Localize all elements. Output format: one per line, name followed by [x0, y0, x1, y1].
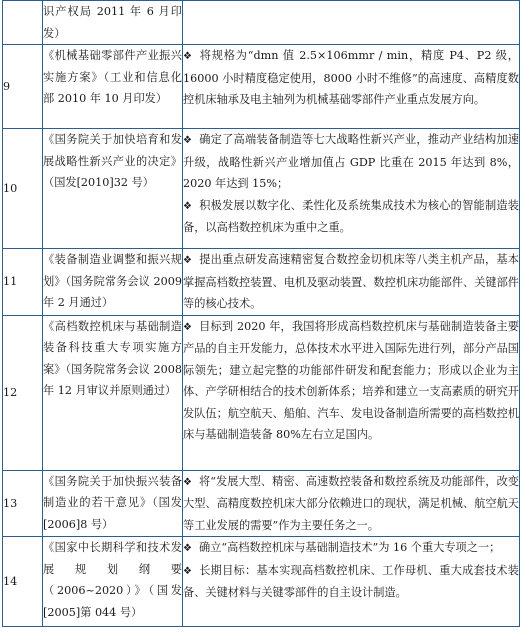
table-row — [3, 129, 520, 249]
bullet-icon: ❖ — [183, 543, 192, 554]
document-title: 《高档数控机床与基础制造装备科技重大专项实施方案》（国务院常务会议 2008 年 12 月审议并原则通过） — [43, 315, 183, 470]
policy-content — [183, 537, 520, 627]
policy-content — [183, 249, 520, 316]
row-number: 13 — [3, 470, 43, 537]
row-number: 10 — [3, 129, 43, 249]
policy-content — [183, 1, 520, 45]
document-title: 《机械基础零部件产业振兴实施方案》（工业和信息化部 2010 年 10 月印发） — [43, 45, 183, 129]
bullet-item — [183, 316, 519, 446]
table-row — [3, 249, 520, 316]
table-row — [3, 470, 520, 537]
bullet-item — [183, 249, 519, 315]
bullet-text: 目标到 2020 年，我国将形成高档数控机床与基础制造装备主要产品的自主开发能力，总体技术水平进入国际先进行列，部分产品国际领先；建立起完整的功能部件研发和配套能力；形成以企业为主体、产学研相结合的技术创新体系；培养和建立一支高素质的研究开发队伍；航空航天、船舶、汽车、发电设备制造所需要的高档数控机床与基础制造装备 80%左右立足国内。 — [183, 319, 519, 441]
bullet-item — [183, 537, 519, 560]
table-row — [3, 1, 520, 45]
policy-table-body — [3, 1, 520, 627]
policy-content — [183, 315, 520, 470]
table-row — [3, 45, 520, 129]
bullet-text: 确定了高端装备制造等七大战略性新兴产业，推动产业结构加速升级，战略性新兴产业增加值占 GDP 比重在 2015 年达到 8%，2020 年达到 15%； — [183, 133, 519, 190]
bullet-item — [183, 195, 519, 239]
document-title: 《国务院关于加快振兴装备制造业的若干意见》（国发[2006]8 号） — [43, 470, 183, 537]
policy-table — [2, 0, 520, 627]
document-title: 《装备制造业调整和振兴规划》（国务院常务会议 2009 年 2 月通过） — [43, 249, 183, 316]
bullet-item — [183, 560, 519, 604]
bullet-icon: ❖ — [183, 255, 192, 266]
bullet-text: 将“发展大型、精密、高速数控装备和数控系统及功能部件，改变大型、高精度数控机床大部分依赖进口的现状，满足机械、航空航天等工业发展的需要”作为主要任务之一。 — [183, 474, 519, 532]
row-number: 14 — [3, 537, 43, 627]
table-row — [3, 315, 520, 470]
row-number — [3, 1, 43, 45]
bullet-icon: ❖ — [183, 135, 192, 146]
table-row — [3, 537, 520, 627]
policy-content — [183, 45, 520, 129]
row-number: 9 — [3, 45, 43, 129]
policy-content — [183, 470, 520, 537]
bullet-item — [183, 129, 519, 195]
bullet-item — [183, 471, 519, 537]
document-title: 识产权局 2011 年 6 月印发） — [43, 1, 183, 45]
bullet-icon: ❖ — [183, 476, 192, 488]
bullet-text: 将规格为“dmn 值 2.5×106mmr / min，精度 P4、P2 级，16000 小时精度稳定使用，8000 小时不维修”的高速度、高精度数控机床轴承及电主轴列为机械基础零部件产业重点发展方向。 — [183, 49, 519, 106]
bullet-icon: ❖ — [183, 200, 192, 212]
bullet-text: 积极发展以数字化、柔性化及系统集成技术为核心的智能制造装备，以高档数控机床为重中之重。 — [183, 198, 519, 234]
bullet-item — [183, 45, 519, 111]
document-title: 《国家中长期科学和技术发展规划纲要（2006~2020）》（国发[2005]第 044 号） — [43, 537, 183, 627]
document-title: 《国务院关于加快培育和发展战略性新兴产业的决定》（国发[2010]32 号） — [43, 129, 183, 249]
policy-content — [183, 129, 520, 249]
bullet-icon: ❖ — [183, 565, 192, 577]
bullet-text: 长期目标：基本实现高档数控机床、工作母机、重大成套技术装备、关键材料与关键零部件的自主设计制造。 — [183, 563, 519, 599]
row-number: 12 — [3, 315, 43, 470]
bullet-text: 确立“高档数控机床与基础制造技术”为 16 个重大专项之一； — [199, 541, 501, 554]
bullet-icon: ❖ — [183, 321, 192, 333]
bullet-text: 提出重点研发高速精密复合数控金切机床等八类主机产品，基本掌握高档数控装置、电机及驱动装置、数控机床功能部件、关键部件等的核心技术。 — [183, 253, 519, 310]
bullet-icon: ❖ — [183, 51, 192, 62]
row-number: 11 — [3, 249, 43, 316]
